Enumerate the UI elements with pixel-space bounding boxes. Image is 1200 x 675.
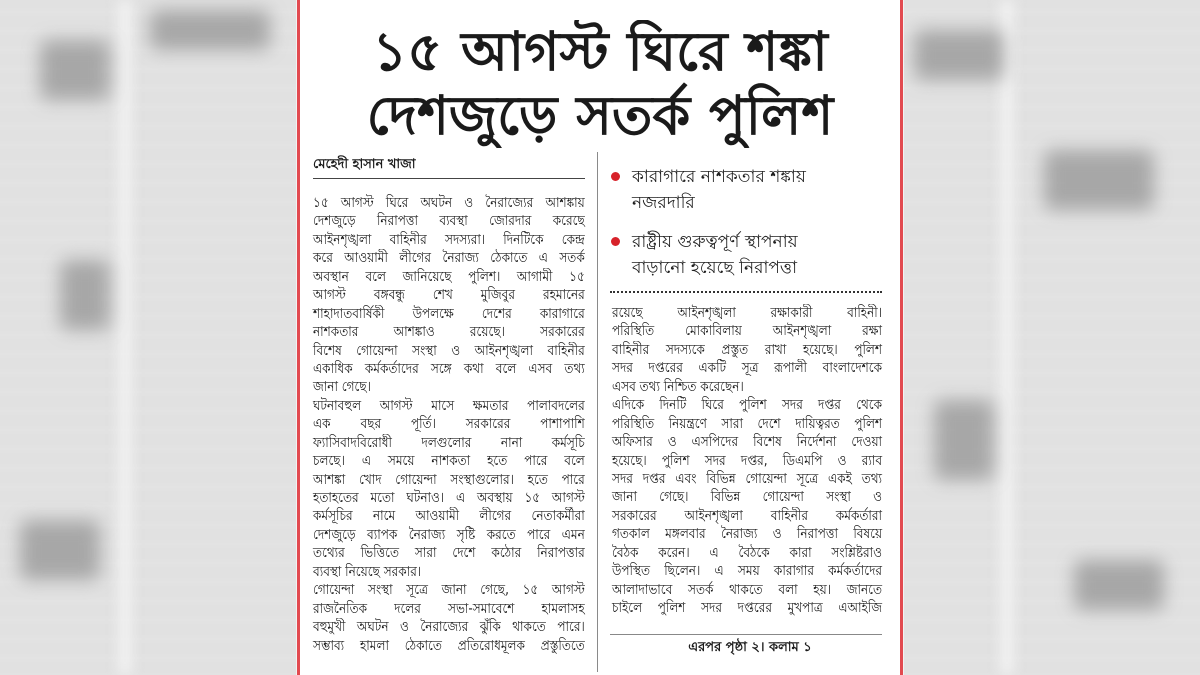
highlight-line: কারাগারে নাশকতার শঙ্কায় xyxy=(632,167,806,187)
bullet-dot xyxy=(611,237,620,246)
article-line: অবস্থান বলে জানিয়েছে পুলিশ। আগামী ১৫ xyxy=(313,268,585,285)
headline-line-2: দেশজুড়ে সতর্ক পুলিশ xyxy=(366,84,834,147)
article-line: রয়েছে আইনশৃঙ্খলা রক্ষাকারী বাহিনী। xyxy=(612,305,883,321)
blurred-shape xyxy=(150,10,270,50)
article-paragraph xyxy=(612,304,882,396)
article-line: পরিস্থিতি মোকাবিলায় আইনশৃঙ্খলা রক্ষা xyxy=(612,323,883,340)
article-line: পরিস্থিতি নিয়ন্ত্রণে সারা দেশে দায়িত্বরত পুলিশ xyxy=(612,415,883,432)
blurred-shape xyxy=(1044,150,1154,210)
article-line: ঘটনাবহুল আগস্ট মাসে ক্ষমতার পালাবদলের xyxy=(313,397,585,414)
article-line: একাধিক কর্মকর্তাদের সঙ্গে কথা বলে এসব তথ্য xyxy=(313,360,585,377)
article-line: দেশজুড়ে ব্যাপক নৈরাজ্য সৃষ্টি করতে পারে এমন xyxy=(313,526,585,543)
dotted-separator xyxy=(610,291,882,293)
highlight-bullet xyxy=(632,229,798,281)
article-line: আশঙ্কা খোদ গোয়েন্দা সংস্থাগুলোর। হতে পারে xyxy=(313,471,585,488)
article-line: শাহাদাতবার্ষিকী উপলক্ষে দেশের কারাগারে xyxy=(313,305,585,322)
highlight-line: বাড়ানো হয়েছে নিরাপত্তা xyxy=(632,258,798,278)
article-line: জানা গেছে। xyxy=(313,379,371,396)
article-line: সম্ভাব্য হামলা ঠেকাতে প্রতিরোধমূলক প্রস্তুতিতে xyxy=(313,637,585,654)
blurred-column-gap xyxy=(118,0,132,675)
article-line: দেশজুড়ে নিরাপত্তা ব্যবস্থা জোরদার করেছে xyxy=(313,213,585,230)
article-line: বাহিনীর সদস্যকে প্রস্তুত রাখা হয়েছে। পুলিশ xyxy=(612,341,883,358)
article-line: বৈঠক করেন। এ বৈঠকে কারা সংশ্লিষ্টরাও xyxy=(612,544,883,561)
article-paragraph xyxy=(313,581,585,655)
article-line: হয়েছে। পুলিশ সদর দপ্তর, ডিএমপি ও র‍্যাব xyxy=(612,452,883,469)
article-line: ব্যবস্থা নিয়েছে সরকার। xyxy=(313,563,422,580)
article-line: ফ্যাসিবাদবিরোধী দলগুলোর নানা কর্মসূচি xyxy=(313,434,585,451)
article-line: গোয়েন্দা সংস্থা সূত্রে জানা গেছে, ১৫ আগস্ট xyxy=(313,582,585,599)
article-line: সদর দপ্তর এবং বিভিন্ন গোয়েন্দা সূত্রে একই তথ্য xyxy=(612,470,883,487)
article-line: জানা গেছে। বিভিন্ন গোয়েন্দা সংস্থা ও xyxy=(612,489,883,506)
article-line: ১৫ আগস্ট ঘিরে অঘটন ও নৈরাজ্যের আশঙ্কায় xyxy=(313,195,585,211)
article-line: এসব তথ্য নিশ্চিত করেছেন। xyxy=(612,378,744,395)
blurred-shape xyxy=(914,30,1004,80)
article-paragraph xyxy=(612,396,882,617)
byline: মেহেদী হাসান খাজা xyxy=(313,156,585,179)
blurred-column-gap xyxy=(1000,0,1014,675)
bullet-dot xyxy=(611,172,620,181)
footer-rule xyxy=(610,634,882,635)
blurred-shape xyxy=(934,400,994,480)
blurred-shape xyxy=(20,520,100,580)
article-line: কর্মসূচির নামে আওয়ামী লীগের নেতাকর্মীরা xyxy=(313,508,585,525)
article-line: আলাদাভাবে সতর্ক থাকতে বলা হয়। জানতে xyxy=(612,581,883,598)
left-column xyxy=(313,194,585,655)
article-line: অফিসার ও এসপিদের বিশেষ নির্দেশনা দেওয়া xyxy=(612,434,883,451)
article-paragraph xyxy=(313,397,585,581)
highlight-bullet xyxy=(632,164,806,216)
right-column xyxy=(612,304,882,617)
highlight-line: রাষ্ট্রীয় গুরুত্বপূর্ণ স্থাপনায় xyxy=(632,232,798,252)
headline xyxy=(300,20,900,148)
article-paragraph xyxy=(313,194,585,397)
article-line: চলছে। এ সময়ে নাশকতা হতে পারে বলে xyxy=(313,453,585,470)
article-line: সরকারের আইনশৃঙ্খলা বাহিনীর কর্মকর্তারা xyxy=(612,507,883,524)
article-line: তথ্যের ভিত্তিতে সারা দেশে কঠোর নিরাপত্তার xyxy=(313,545,585,562)
column-divider xyxy=(597,152,598,672)
article-line: নাশকতার আশঙ্কাও রয়েছে। সরকারের xyxy=(313,324,585,341)
article-line: হতাহতের মতো ঘটনাও। এ অবস্থায় ১৫ আগস্ট xyxy=(313,490,585,506)
article-line: সদর দপ্তরের একটি সূত্র রূপালী বাংলাদেশকে xyxy=(612,360,883,377)
headline-line-1: ১৫ আগস্ট ঘিরে শঙ্কা xyxy=(372,20,828,83)
article-line: বিশেষ গোয়েন্দা সংস্থা ও আইনশৃঙ্খলা বাহিনীর xyxy=(313,342,585,359)
blurred-shape xyxy=(60,260,110,330)
blurred-background-right xyxy=(904,0,1200,675)
article-line: গতকাল মঙ্গলবার নৈরাজ্য ও নিরাপত্তা বিষয়ে xyxy=(612,526,883,543)
article-line: এক বছর পূর্তি। সরকারের পাশাপাশি xyxy=(313,416,585,433)
blurred-shape xyxy=(40,40,110,100)
article-line: বহুমুখী অঘটন ও নৈরাজ্যের ঝুঁকি থাকতে পারে। xyxy=(313,619,585,636)
article-line: করে আওয়ামী লীগের নৈরাজ্য ঠেকাতে এ সতর্ক xyxy=(313,250,585,267)
article-line: আগস্ট বঙ্গবন্ধু শেখ মুজিবুর রহমানের xyxy=(313,287,585,304)
blurred-shape xyxy=(1074,560,1164,610)
blurred-background-left xyxy=(0,0,296,675)
highlight-line: নজরদারি xyxy=(632,193,695,213)
continuation-note: এরপর পৃষ্ঠা ২। কলাম ১ xyxy=(688,640,812,655)
article-line: রাজনৈতিক দলের সভা-সমাবেশে হামলাসহ xyxy=(313,600,585,617)
article-line: চাইলে পুলিশ সদর দপ্তরের মুখপাত্র এআইজি xyxy=(612,600,883,616)
article-line: এদিকে দিনটি ঘিরে পুলিশ সদর দপ্তর থেকে xyxy=(612,397,883,414)
article-line: আইনশৃঙ্খলা বাহিনীর সদস্যরা। দিনটিকে কেন্দ্র xyxy=(313,231,585,248)
article-line: উপস্থিত ছিলেন। এ সময় কারাগার কর্মকর্তাদের xyxy=(612,563,883,580)
